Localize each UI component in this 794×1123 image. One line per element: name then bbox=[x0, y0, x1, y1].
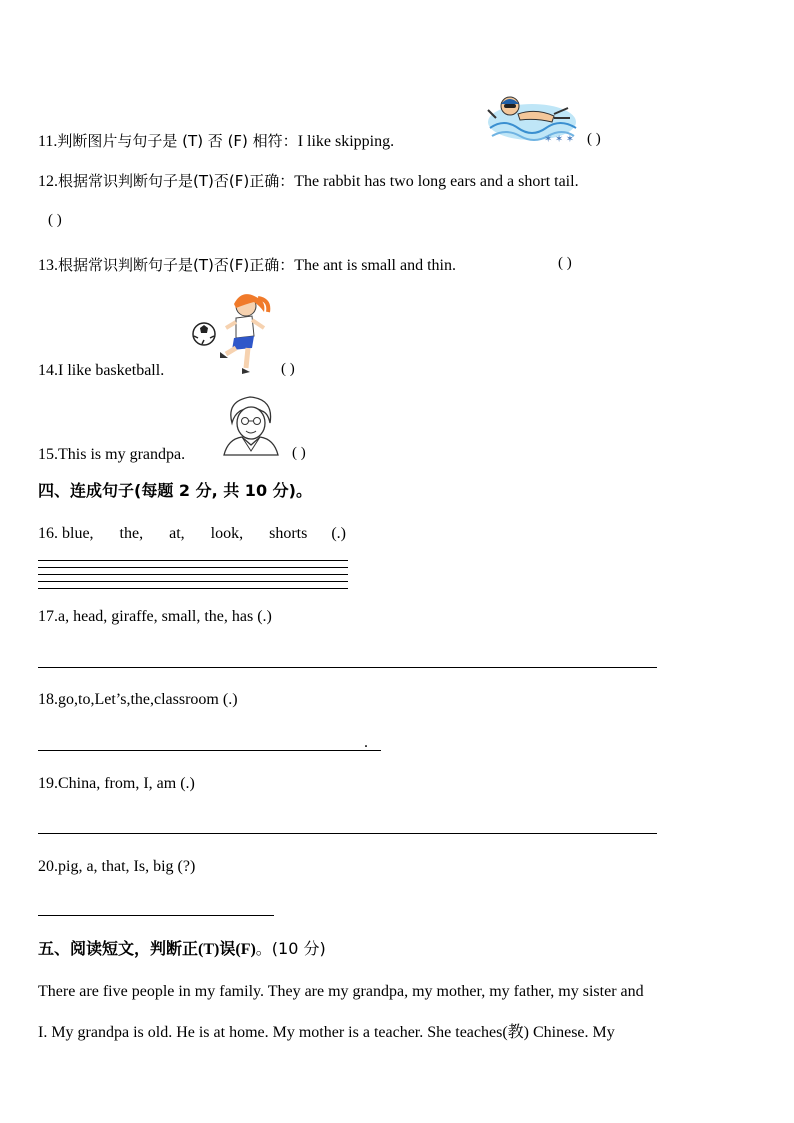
question-19: 19.China, from, I, am (.) bbox=[38, 775, 195, 792]
question-15: 15.This is my grandpa. bbox=[38, 446, 186, 463]
q15-answer-parentheses[interactable]: ( ) bbox=[292, 445, 306, 461]
svg-text:✶ ✶ ✶: ✶ ✶ ✶ bbox=[544, 134, 575, 145]
section-5-title-t: (T) bbox=[198, 941, 220, 958]
swimming-boy-icon bbox=[484, 88, 578, 146]
q13-sentence: The ant is small and thin. bbox=[294, 257, 456, 274]
q11-answer-parentheses[interactable]: ( ) bbox=[587, 131, 601, 147]
question-20: 20.pig, a, that, Is, big (?) bbox=[38, 858, 196, 875]
q12-answer-parentheses[interactable]: ( ) bbox=[48, 212, 62, 228]
section-4-title: 四、连成句子(每题 2 分, 共 10 分)。 bbox=[38, 481, 312, 500]
section-5-title-part: 五、阅读短文，判断正 bbox=[38, 939, 199, 958]
q16-word: blue, bbox=[62, 525, 94, 542]
q11-sentence: I like skipping. bbox=[297, 133, 395, 150]
question-14: 14.I like basketball. bbox=[38, 362, 165, 379]
q11-number: 11. bbox=[38, 133, 58, 150]
q18-answer-line[interactable] bbox=[38, 750, 381, 751]
q16-number: 16. bbox=[38, 525, 58, 542]
q18-period: . bbox=[364, 734, 368, 751]
passage-line-1: There are five people in my family. They are my grandpa, my mother, my father, my sister and bbox=[38, 983, 644, 1000]
q12-sentence: The rabbit has two long ears and a short tail. bbox=[294, 173, 579, 190]
q16-answer-line[interactable] bbox=[38, 588, 348, 589]
question-18: 18.go,to,Let’s,the,classroom (.) bbox=[38, 691, 238, 708]
q19-answer-line[interactable] bbox=[38, 833, 657, 834]
q13-answer-parentheses[interactable]: ( ) bbox=[558, 255, 572, 271]
question-11 bbox=[38, 131, 394, 152]
q16-punctuation: (.) bbox=[331, 525, 346, 542]
q16-answer-line[interactable] bbox=[38, 581, 348, 582]
q17-answer-line[interactable] bbox=[38, 667, 657, 668]
q16-word: at, bbox=[169, 525, 185, 542]
q16-answer-line[interactable] bbox=[38, 574, 348, 575]
question-13 bbox=[38, 255, 456, 276]
section-5-title-part: 误 bbox=[219, 939, 236, 958]
q13-instruction: 根据常识判断句子是(T)否(F)正确： bbox=[58, 256, 295, 274]
question-12 bbox=[38, 171, 579, 192]
passage-line-2: I. My grandpa is old. He is at home. My mother is a teacher. She teaches(教) Chinese. My bbox=[38, 1024, 615, 1041]
q11-instruction: 判断图片与句子是 (T) 否 (F) 相符： bbox=[57, 132, 298, 150]
question-16 bbox=[38, 524, 346, 544]
q13-number: 13. bbox=[38, 257, 58, 274]
q12-number: 12. bbox=[38, 173, 58, 190]
q20-answer-line[interactable] bbox=[38, 915, 274, 916]
section-5-title-f: (F) bbox=[235, 941, 256, 958]
q14-answer-parentheses[interactable]: ( ) bbox=[281, 361, 295, 377]
section-5-title-score: 。(10 分) bbox=[255, 939, 326, 958]
girl-soccer-icon bbox=[190, 288, 272, 378]
grandma-icon bbox=[222, 393, 280, 457]
q16-word: shorts bbox=[269, 525, 308, 542]
q16-answer-line[interactable] bbox=[38, 567, 348, 568]
question-17: 17.a, head, giraffe, small, the, has (.) bbox=[38, 608, 272, 625]
q16-word: look, bbox=[210, 525, 244, 542]
section-5-title bbox=[38, 939, 326, 960]
q16-word: the, bbox=[119, 525, 144, 542]
q16-words bbox=[62, 525, 311, 542]
q16-answer-line[interactable] bbox=[38, 560, 348, 561]
q12-instruction: 根据常识判断句子是(T)否(F)正确： bbox=[58, 172, 295, 190]
